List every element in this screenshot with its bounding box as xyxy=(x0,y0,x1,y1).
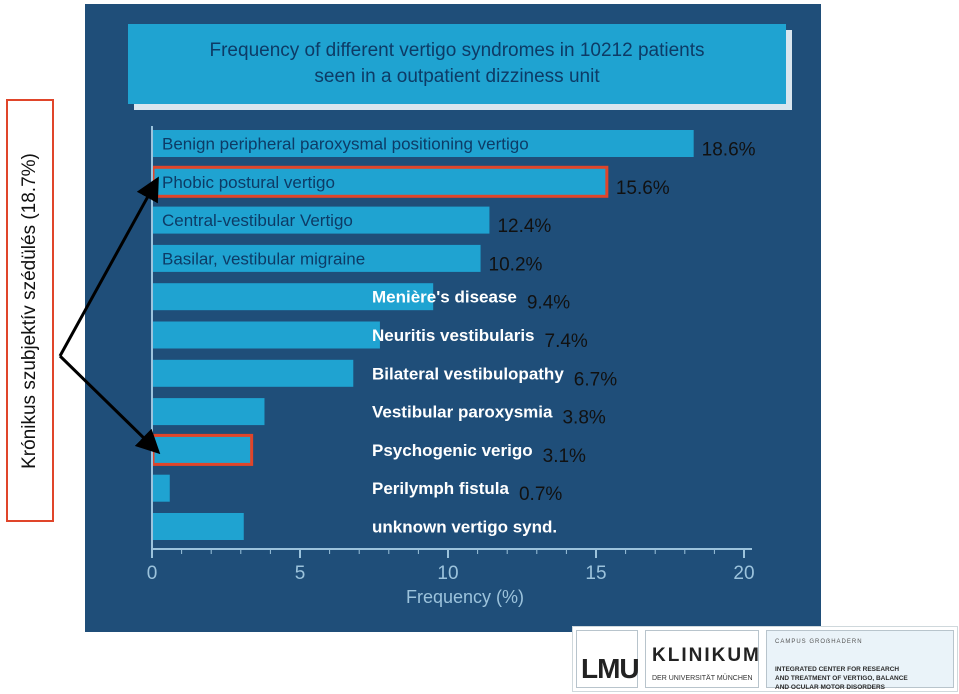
chart-title-line-1: Frequency of different vertigo syndromes in 10212 patients xyxy=(209,40,705,61)
klinikum-logo-text: KLINIKUM xyxy=(652,645,761,666)
bar-unknown-vertigo-synd xyxy=(152,513,244,540)
bar-label-benign-peripheral-paroxysmal-positioning-vertigo: Benign peripheral paroxysmal positioning vertigo xyxy=(162,134,529,154)
campus-logo-text: CAMPUS GROẞHADERN xyxy=(775,639,863,645)
bar-perilymph-fistula xyxy=(152,475,170,502)
lmu-logo xyxy=(576,630,638,688)
bar-label-vestibular-paroxysmia: Vestibular paroxysmia xyxy=(372,402,553,422)
x-tick-label: 10 xyxy=(437,563,459,584)
value-label-neuritis-vestibularis: 7.4% xyxy=(544,331,588,352)
x-tick-label: 5 xyxy=(294,563,306,584)
annotation-arrow xyxy=(60,182,156,356)
bar-label-phobic-postural-vertigo: Phobic postural vertigo xyxy=(162,172,335,192)
value-label-bilateral-vestibulopathy: 6.7% xyxy=(573,369,618,391)
logo-strip xyxy=(572,626,958,692)
chart-title-line-2: seen in a outpatient dizziness unit xyxy=(314,66,600,87)
bar-neuritis-vestibularis xyxy=(152,322,380,349)
bar-label-unknown-vertigo-synd: unknown vertigo synd. xyxy=(372,517,558,537)
klinikum-logo xyxy=(645,630,759,688)
bar-label-neuritis-vestibularis: Neuritis vestibularis xyxy=(372,326,535,345)
value-label-basilar-vestibular-migraine: 10.2% xyxy=(488,254,543,276)
x-tick-label: 20 xyxy=(733,563,755,584)
campus-logo xyxy=(766,630,954,691)
bar-label-meni-re-s-disease: Menière's disease xyxy=(372,287,517,307)
side-annotation-text: Krónikus szubjektív szédülés (18.7%) xyxy=(19,152,40,469)
value-label-central-vestibular-vertigo: 12.4% xyxy=(497,216,552,238)
bar-label-psychogenic-verigo: Psychogenic verigo xyxy=(372,440,533,460)
value-label-perilymph-fistula: 0.7% xyxy=(518,484,563,506)
bar-label-basilar-vestibular-migraine: Basilar, vestibular migraine xyxy=(162,249,366,269)
value-label-meni-re-s-disease: 9.4% xyxy=(526,292,571,314)
center-logo-text: INTEGRATED CENTER FOR RESEARCH AND TREATMENT OF VERTIGO, BALANCE AND OCULAR MOTOR DISORDERS xyxy=(775,666,908,691)
value-label-vestibular-paroxysmia: 3.8% xyxy=(562,407,606,429)
bar-psychogenic-verigo xyxy=(152,436,253,463)
bar-label-perilymph-fistula: Perilymph fistula xyxy=(372,479,509,499)
klinikum-logo-subtext: DER UNIVERSITÄT MÜNCHEN xyxy=(652,675,753,682)
value-label-psychogenic-verigo: 3.1% xyxy=(542,445,586,467)
bar-vestibular-paroxysmia xyxy=(152,398,264,425)
x-axis-title: Frequency (%) xyxy=(405,587,525,607)
bar-label-central-vestibular-vertigo: Central-vestibular Vertigo xyxy=(162,211,353,231)
annotation-arrow xyxy=(60,356,156,450)
bar-bilateral-vestibulopathy xyxy=(152,360,353,387)
bar-label-bilateral-vestibulopathy: Bilateral vestibulopathy xyxy=(372,364,564,384)
x-tick-label: 15 xyxy=(585,563,607,584)
lmu-logo-text: LMU xyxy=(581,653,639,684)
value-label-phobic-postural-vertigo: 15.6% xyxy=(615,177,670,199)
value-label-benign-peripheral-paroxysmal-positioning-vertigo: 18.6% xyxy=(701,139,756,161)
x-tick-label: 0 xyxy=(146,563,158,584)
